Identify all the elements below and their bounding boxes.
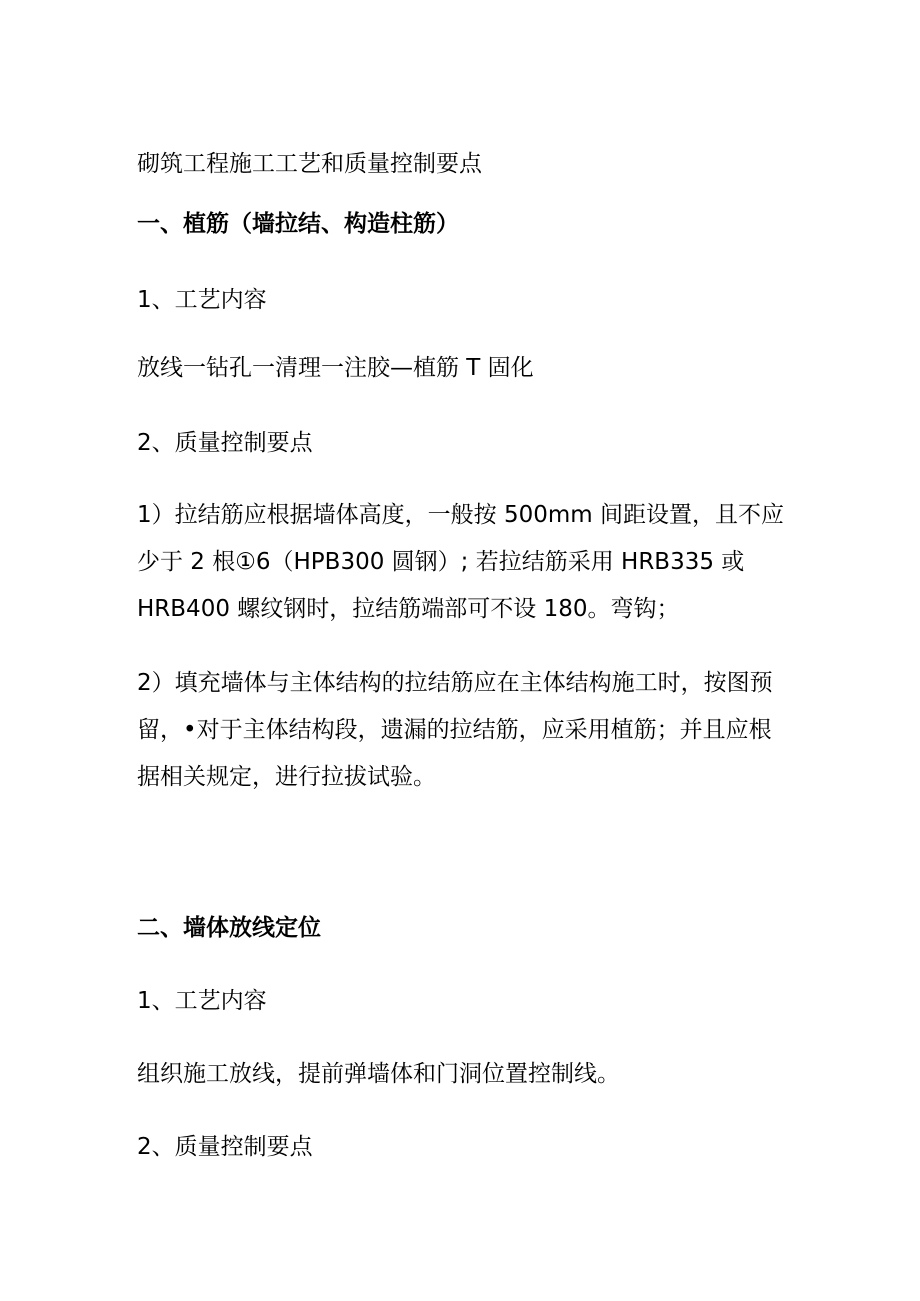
section1-heading: 一、植筋（墙拉结、构造柱筋） xyxy=(137,211,459,237)
section2-process-label: 1、工艺内容 xyxy=(137,988,267,1014)
section2-process-text: 组织施工放线，提前弹墙体和门洞位置控制线。 xyxy=(137,1061,620,1087)
document-title: 砌筑工程施工工艺和质量控制要点 xyxy=(137,151,482,177)
section1-process-label: 1、工艺内容 xyxy=(137,287,267,313)
section2-quality-label: 2、质量控制要点 xyxy=(137,1134,313,1160)
section1-point1-line2: 少于 2 根①6（HPB300 圆钢）; 若拉结筋采用 HRB335 或 xyxy=(137,549,745,575)
section1-point2-line2: 留，•对于主体结构段，遗漏的拉结筋，应采用植筋；并且应根 xyxy=(137,717,772,743)
section1-point2-line1: 2）填充墙体与主体结构的拉结筋应在主体结构施工时，按图预 xyxy=(137,670,773,696)
section1-quality-label: 2、质量控制要点 xyxy=(137,430,313,456)
section1-point1-line1: 1）拉结筋应根据墙体高度，一般按 500mm 间距设置，且不应 xyxy=(137,502,784,528)
section1-process-text: 放线一钻孔一清理一注胶—植筋 T 固化 xyxy=(137,355,534,381)
section1-point1-line3: HRB400 螺纹钢时，拉结筋端部可不设 180。弯钩； xyxy=(137,596,680,622)
section1-point1 xyxy=(137,492,797,633)
section2-heading: 二、墙体放线定位 xyxy=(137,915,321,941)
section1-point2-line3: 据相关规定，进行拉拔试验。 xyxy=(137,764,436,790)
section1-point2 xyxy=(137,660,797,801)
